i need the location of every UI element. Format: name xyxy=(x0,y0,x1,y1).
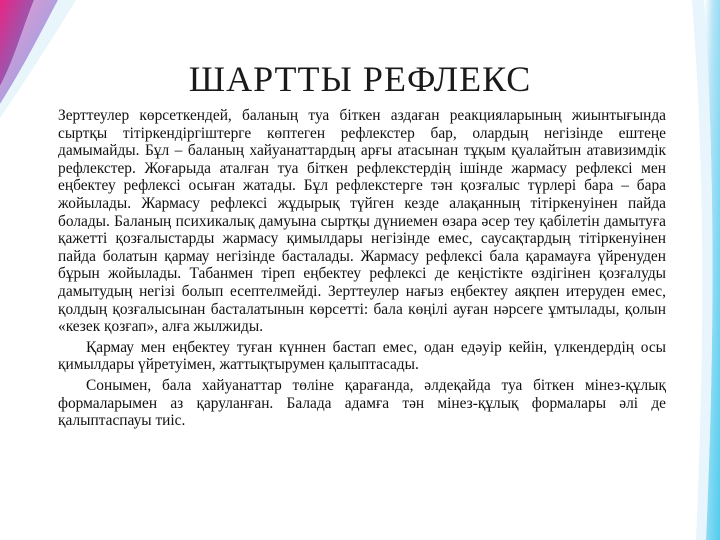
body-paragraph-3: Сонымен, бала хайуанаттар төліне қарағанда, әлдеқайда туа біткен мінез-құлық формаларымен аз қаруланған. Балада адамға тән мінез-құлық формалары әлі де қалыптаспауы тиіс. xyxy=(58,376,666,430)
slide-body xyxy=(58,107,666,430)
body-paragraph-1: Зерттеулер көрсеткендей, баланың туа біткен аздаған реакцияларының жиынтығында сыртқы тітіркендіргіштерге көптеген рефлекстер бар, олардың негізінде ештеңе дамымайды. Бұл – баланың хайуанаттардың арғы атасынан тұқым қуалайтын атавизимдік рефлекстер. Жоғарыда аталған туа біткен рефлекстердің ішінде жармасу рефлексі мен еңбектеу рефлексі осыған жатады. Бұл рефлекстерге тән қозғалыс түрлері бара – бара жойылады. Жармасу рефлексі жұдырық түйген кезде алақанның тітіркенуінен пайда болады. Баланың психикалық дамуына сыртқы дүниемен өзара әсер теу қабілетін дамытуға қажетті қозғалыстарды жармасу қимылдары негізінде емес, саусақтардың тітіркенуінен пайда болатын қармау негізінде басталады. Жармасу рефлексі бала қарамауға үйренуден бұрын жойылады. Табанмен тіреп еңбектеу рефлексі де кеңістікте өздігінен қозғалуды дамытудың негізі болып есептелмейді. Зерттеулер нағыз еңбектеу аяқпен итеруден емес, қолдың қозғалысынан басталатынын көрсетті: бала көңілі ауған нәрсеге ұмтылады, қолын «кезек қозғап», алға жылжиды. xyxy=(58,107,666,336)
slide-title: ШАРТТЫ РЕФЛЕКС xyxy=(188,59,532,99)
body-paragraph-2: Қармау мен еңбектеу туған күннен бастап емес, одан едәуір кейін, үлкендердің осы қимылдары үйретуімен, жаттықтырумен қалыптасады. xyxy=(58,338,666,374)
